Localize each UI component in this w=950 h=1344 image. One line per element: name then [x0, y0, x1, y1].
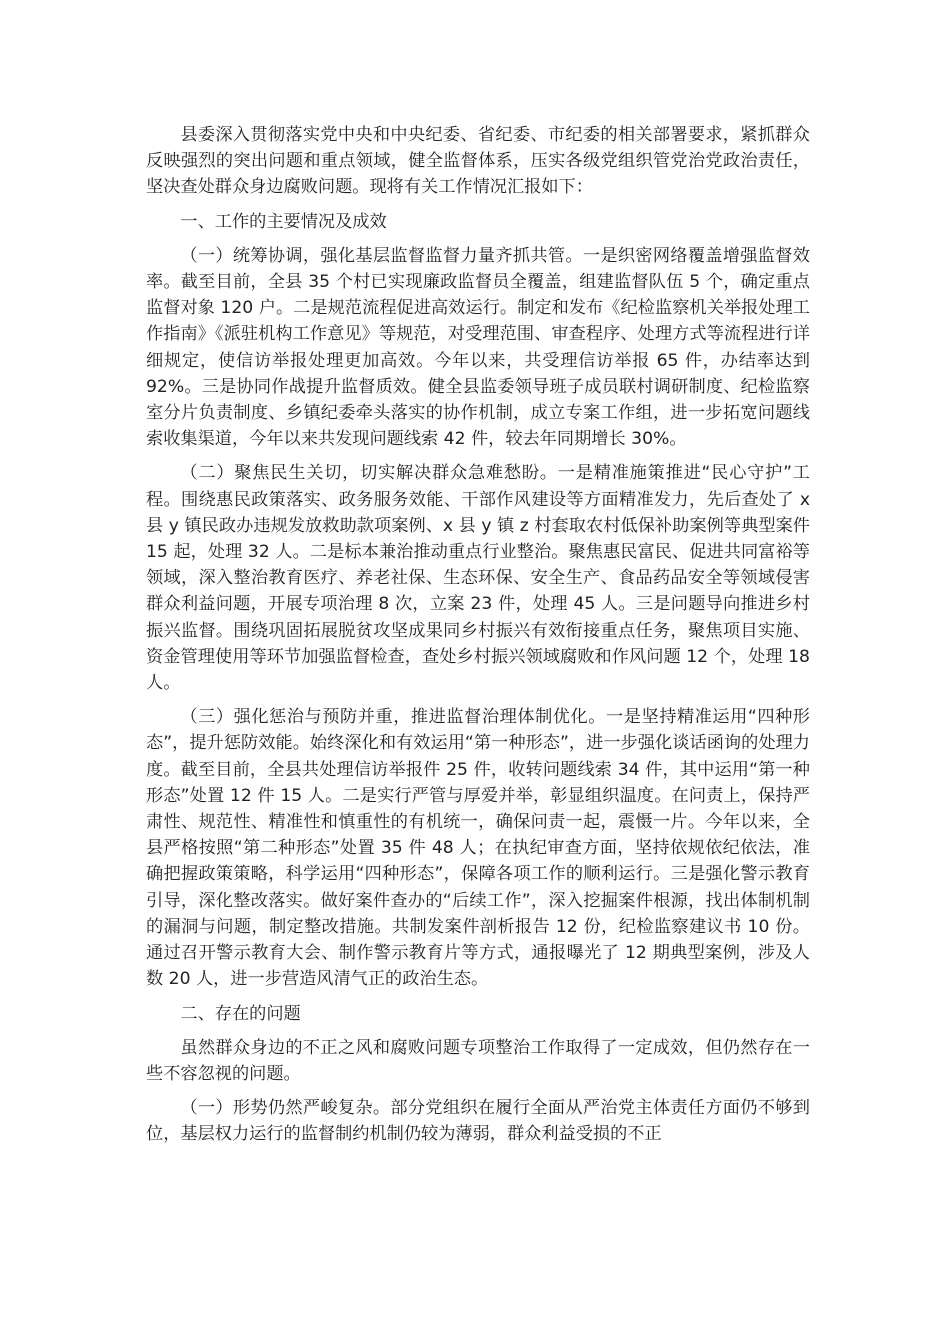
intro-paragraph: 县委深入贯彻落实党中央和中央纪委、省纪委、市纪委的相关部署要求，紧抓群众反映强烈的突出问题和重点领域，健全监督体系，压实各级党组织管党治党政治责任，坚决查处群众身边腐败问题。现将有关工作情况汇报如下：	[146, 125, 810, 198]
section-1-paragraph-3: （三）强化惩治与预防并重，推进监督治理体制优化。一是坚持精准运用“四种形态”，提升惩防效能。始终深化和有效运用“第一种形态”，进一步强化谈话函询的处理力度。截至目前，全县共处理信访举报件 25 件，收转问题线索 34 件，其中运用“第一种形态”处置 12 件 15 人。二是实行严管与厚爱并举，彰显组织温度。在问责上，保持严肃性、规范性、精准性和慎重性的有机统一，确保问责一起，震慑一片。今年以来，全县严格按照“第二种形态”处置 35 件 48 人；在执纪审查方面，坚持依规依纪依法，准确把握政策策略，科学运用“四种形态”，保障各项工作的顺利运行。三是强化警示教育引导，深化整改落实。做好案件查办的“后续工作”，深入挖掘案件根源，找出体制机制的漏洞与问题，制定整改措施。共制发案件剖析报告 12 份，纪检监察建议书 10 份。通过召开警示教育大会、制作警示教育片等方式，通报曝光了 12 期典型案例，涉及人数 20 人，进一步营造风清气正的政治生态。	[146, 707, 810, 990]
section-1-heading: 一、工作的主要情况及成效	[180, 211, 387, 232]
section-2-paragraph-1: （一）形势仍然严峻复杂。部分党组织在履行全面从严治党主体责任方面仍不够到位，基层权力运行的监督制约机制仍较为薄弱，群众利益受损的不正	[146, 1098, 810, 1145]
section-2-heading: 二、存在的问题	[180, 1003, 301, 1024]
section-2-intro-paragraph: 虽然群众身边的不正之风和腐败问题专项整治工作取得了一定成效，但仍然存在一些不容忽视的问题。	[146, 1037, 810, 1084]
document-body	[146, 122, 810, 1156]
section-1-paragraph-1: （一）统筹协调，强化基层监督监督力量齐抓共管。一是织密网络覆盖增强监督效率。截至目前，全县 35 个村已实现廉政监督员全覆盖，组建监督队伍 5 个，确定重点监督对象 120 户。二是规范流程促进高效运行。制定和发布《纪检监察机关举报处理工作指南》《派驻机构工作意见》等规范，对受理范围、审查程序、处理方式等流程进行详细规定，使信访举报处理更加高效。今年以来，共受理信访举报 65 件，办结率达到 92%。三是协同作战提升监督质效。健全县监委领导班子成员联村调研制度、纪检监察室分片负责制度、乡镇纪委牵头落实的协作机制，成立专案工作组，进一步拓宽问题线索收集渠道，今年以来共发现问题线索 42 件，较去年同期增长 30%。	[146, 245, 810, 450]
section-1-paragraph-2: （二）聚焦民生关切，切实解决群众急难愁盼。一是精准施策推进“民心守护”工程。围绕惠民政策落实、政务服务效能、干部作风建设等方面精准发力，先后查处了 x 县 y 镇民政办违规发放救助款项案例、x 县 y 镇 z 村套取农村低保补助案例等典型案件 15 起，处理 32 人。二是标本兼治推动重点行业整治。聚焦惠民富民、促进共同富裕等领域，深入整治教育医疗、养老社保、生态环保、安全生产、食品药品安全等领域侵害群众利益问题，开展专项治理 8 次，立案 23 件，处理 45 人。三是问题导向推进乡村振兴监督。围绕巩固拓展脱贫攻坚成果同乡村振兴有效衔接重点任务，聚焦项目实施、资金管理使用等环节加强监督检查，查处乡村振兴领域腐败和作风问题 12 个，处理 18 人。	[146, 463, 810, 694]
